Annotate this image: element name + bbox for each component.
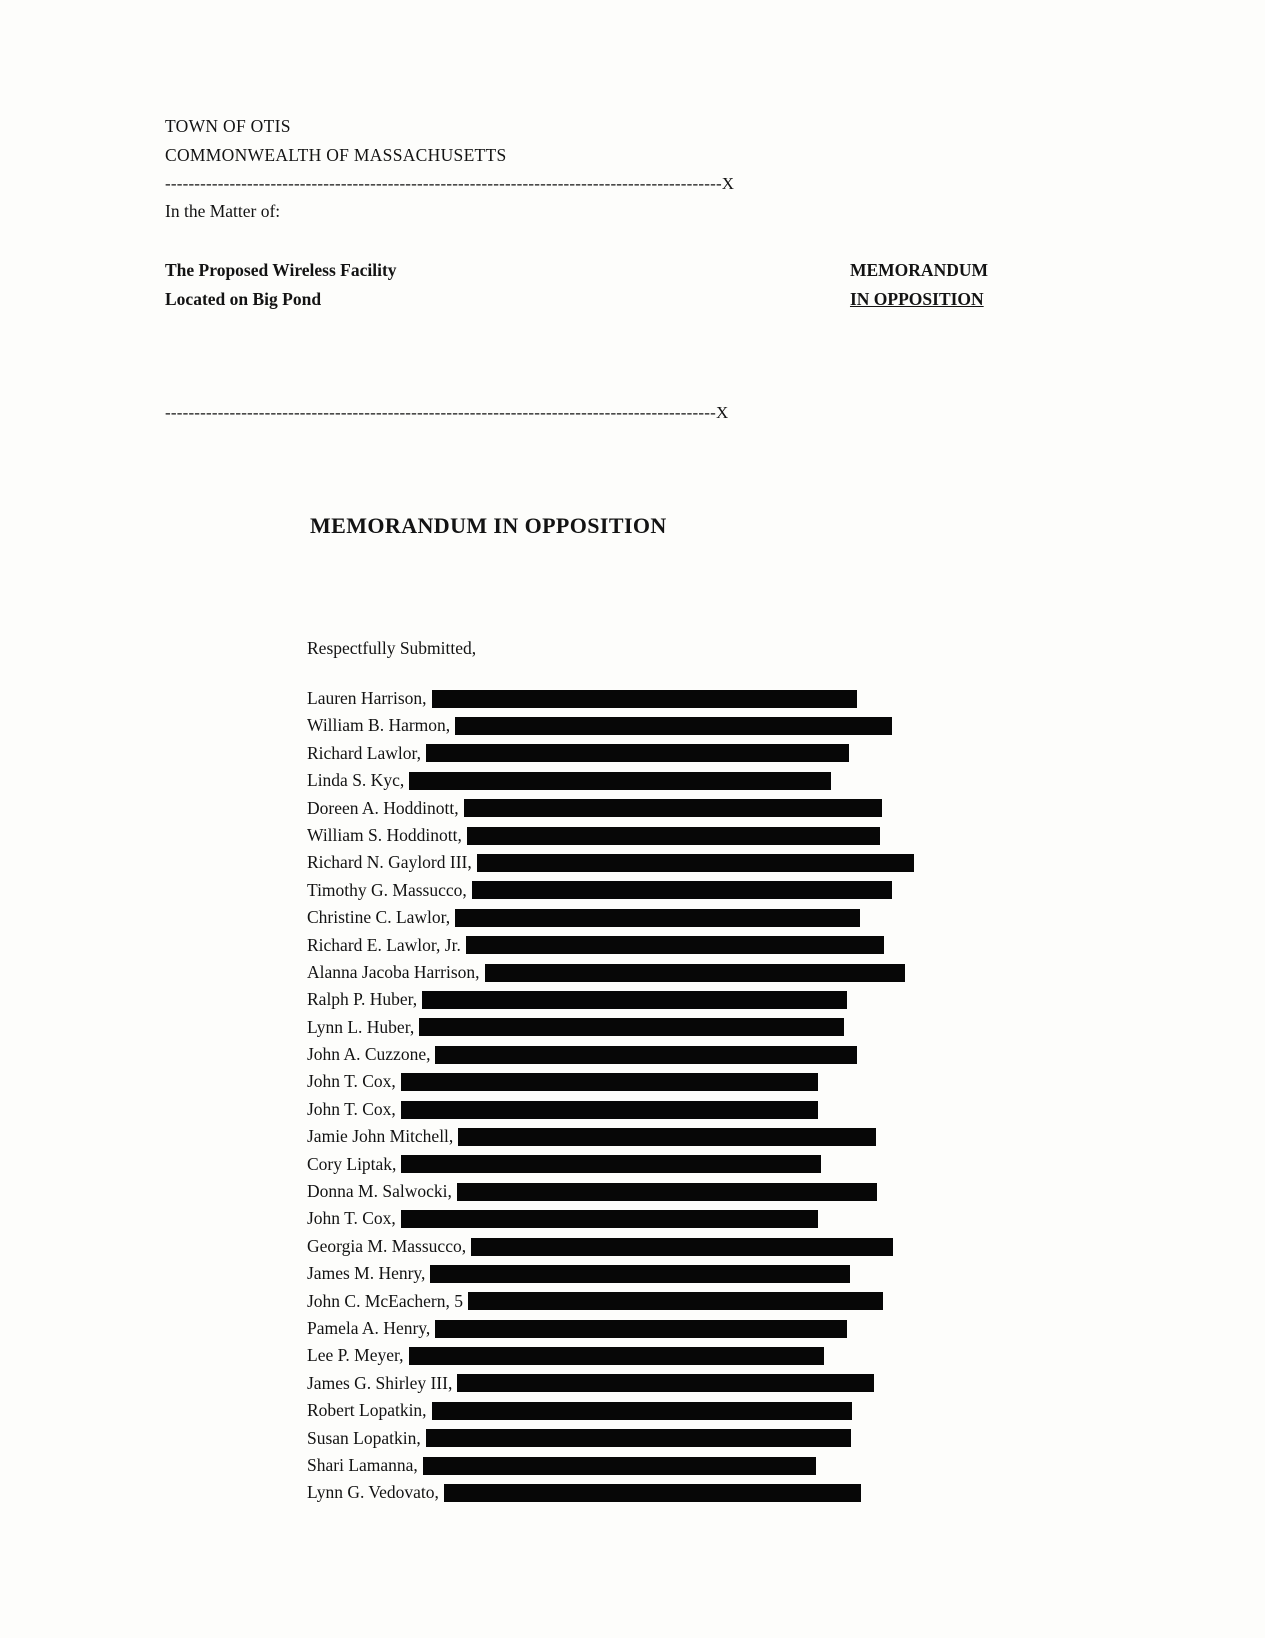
signatory-row xyxy=(307,1096,1090,1123)
court-caption-line-1: TOWN OF OTIS xyxy=(165,116,291,136)
redaction-bar xyxy=(426,744,849,762)
signatory-row xyxy=(307,877,1090,904)
signatory-name: Susan Lopatkin, xyxy=(307,1427,421,1448)
document-heading: MEMORANDUM IN OPPOSITION xyxy=(310,513,667,538)
document-type-line-1: MEMORANDUM xyxy=(849,260,988,280)
signatory-row xyxy=(307,849,1090,876)
respectfully-submitted: Respectfully Submitted, xyxy=(307,638,477,658)
redaction-bar xyxy=(471,1238,893,1256)
redaction-bar xyxy=(455,909,860,927)
redaction-bar xyxy=(432,1402,852,1420)
signatory-row xyxy=(307,1068,1090,1095)
signatory-row xyxy=(307,904,1090,931)
redaction-bar xyxy=(426,1429,851,1447)
signatory-row xyxy=(307,1288,1090,1315)
signatory-row xyxy=(307,1151,1090,1178)
signatory-name: Georgia M. Massucco, xyxy=(307,1235,467,1256)
signatory-row xyxy=(307,1233,1090,1260)
signatory-row xyxy=(307,685,1090,712)
signatory-row xyxy=(307,1123,1090,1150)
signatory-row xyxy=(307,959,1090,986)
case-title-line-1: The Proposed Wireless Facility xyxy=(165,260,397,280)
document-type-label xyxy=(850,256,988,314)
signatory-name: William S. Hoddinott, xyxy=(307,824,462,845)
signatory-name: James G. Shirley III, xyxy=(307,1372,453,1393)
signatory-name: Alanna Jacoba Harrison, xyxy=(307,961,480,982)
redaction-bar xyxy=(430,1265,850,1283)
redaction-bar xyxy=(467,827,880,845)
signatory-name: Lynn L. Huber, xyxy=(307,1016,415,1037)
signatory-name: Richard E. Lawlor, Jr. xyxy=(307,934,461,955)
signatory-name: Pamela A. Henry, xyxy=(307,1317,431,1338)
redaction-bar xyxy=(401,1101,818,1119)
signatory-name: James M. Henry, xyxy=(307,1263,426,1284)
redaction-bar xyxy=(444,1484,861,1502)
signatory-name: Richard Lawlor, xyxy=(307,742,421,763)
redaction-bar xyxy=(466,936,884,954)
redaction-bar xyxy=(423,1457,816,1475)
signatory-name: Shari Lamanna, xyxy=(307,1454,418,1475)
signatory-row xyxy=(307,712,1090,739)
signatory-name: Doreen A. Hoddinott, xyxy=(307,797,459,818)
signatory-name: John C. McEachern, 5 xyxy=(307,1290,464,1311)
redaction-bar xyxy=(457,1183,877,1201)
caption-body xyxy=(165,256,1090,314)
signatory-name: Lauren Harrison, xyxy=(307,688,427,708)
redaction-bar xyxy=(432,690,857,708)
signatory-row xyxy=(307,740,1090,767)
signatory-row xyxy=(307,1342,1090,1369)
signatory-name: Timothy G. Massucco, xyxy=(307,879,467,900)
signatory-name: Richard N. Gaylord III, xyxy=(307,852,472,873)
signatory-name: Christine C. Lawlor, xyxy=(307,907,451,928)
signatory-list xyxy=(307,685,1090,1507)
signatory-row xyxy=(307,1205,1090,1232)
court-caption-line-2: COMMONWEALTH OF MASSACHUSETTS xyxy=(165,145,507,165)
redaction-bar xyxy=(409,1347,824,1365)
redaction-bar xyxy=(435,1046,857,1064)
redaction-bar xyxy=(401,1210,818,1228)
redaction-bar xyxy=(419,1018,844,1036)
signatory-name: William B. Harmon, xyxy=(307,715,451,736)
signatory-name: Ralph P. Huber, xyxy=(307,989,418,1010)
signatory-name: John T. Cox, xyxy=(307,1208,396,1229)
signatory-row xyxy=(307,1425,1090,1452)
document-content xyxy=(165,112,1090,1507)
signatory-row xyxy=(307,1397,1090,1424)
in-the-matter-of: In the Matter of: xyxy=(165,201,281,221)
signatory-row xyxy=(307,767,1090,794)
signatory-row xyxy=(307,1479,1090,1506)
document-type-line-2: IN OPPOSITION xyxy=(849,289,984,309)
redaction-bar xyxy=(409,772,831,790)
signatory-name: John A. Cuzzone, xyxy=(307,1044,431,1065)
caption-divider-bottom: ----------------------------------------------------------------------------------------------X xyxy=(165,403,729,422)
signatory-name: Jamie John Mitchell, xyxy=(307,1126,454,1147)
signatory-row xyxy=(307,932,1090,959)
case-title-line-2: Located on Big Pond xyxy=(165,289,322,309)
signatory-row xyxy=(307,1178,1090,1205)
signatory-row xyxy=(307,1452,1090,1479)
signatory-row xyxy=(307,795,1090,822)
signatory-name: Donna M. Salwocki, xyxy=(307,1181,452,1202)
redaction-bar xyxy=(464,799,882,817)
signatory-name: John T. Cox, xyxy=(307,1098,396,1119)
signatory-name: Robert Lopatkin, xyxy=(307,1400,427,1421)
redaction-bar xyxy=(477,854,914,872)
signatory-row xyxy=(307,1014,1090,1041)
signatory-row xyxy=(307,986,1090,1013)
case-title xyxy=(165,256,397,314)
caption-divider-top: -----------------------------------------------------------------------------------------------X xyxy=(165,174,735,193)
signatory-name: Lynn G. Vedovato, xyxy=(307,1482,439,1503)
redaction-bar xyxy=(485,964,905,982)
signatory-name: Lee P. Meyer, xyxy=(307,1345,404,1366)
signatory-row xyxy=(307,1370,1090,1397)
redaction-bar xyxy=(457,1374,874,1392)
redaction-bar xyxy=(401,1155,821,1173)
redaction-bar xyxy=(435,1320,847,1338)
redaction-bar xyxy=(422,991,847,1009)
signatory-row xyxy=(307,822,1090,849)
signatory-name: Linda S. Kyc, xyxy=(307,770,405,791)
redaction-bar xyxy=(472,881,892,899)
signatory-name: Cory Liptak, xyxy=(307,1153,397,1174)
redaction-bar xyxy=(458,1128,876,1146)
signatory-row xyxy=(307,1260,1090,1287)
signatory-row xyxy=(307,1041,1090,1068)
signatory-name: John T. Cox, xyxy=(307,1071,396,1092)
redaction-bar xyxy=(468,1292,883,1310)
redaction-bar xyxy=(455,717,892,735)
signatory-row xyxy=(307,1315,1090,1342)
redaction-bar xyxy=(401,1073,818,1091)
